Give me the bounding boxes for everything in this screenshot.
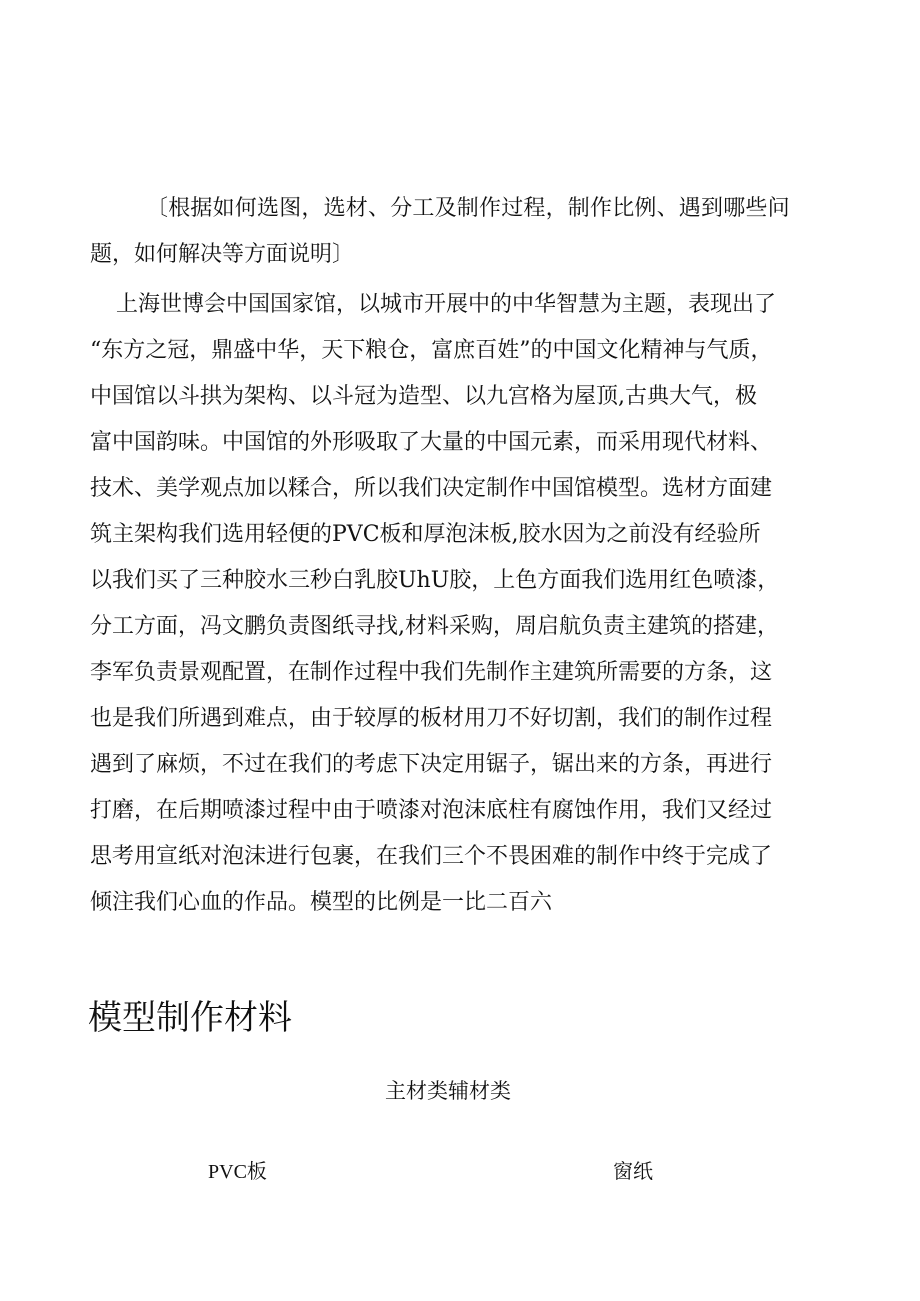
body-line: 中国馆以斗拱为架构、以斗冠为造型、以九宫格为屋顶,古典大气，极 bbox=[90, 384, 757, 409]
intro-note bbox=[90, 186, 820, 278]
body-line: 思考用宣纸对泡沫进行包裹，在我们三个不畏困难的制作中终于完成了 bbox=[90, 844, 773, 869]
body-paragraph bbox=[90, 282, 830, 926]
body-line: 分工方面，冯文鹏负责图纸寻找,材料采购，周启航负责主建筑的搭建， bbox=[90, 614, 779, 639]
section-heading: 模型制作材料 bbox=[88, 998, 292, 1038]
main-material-item: PVC板 bbox=[208, 1161, 267, 1183]
body-line: 打磨，在后期喷漆过程中由于喷漆对泡沫底柱有腐蚀作用，我们又经过 bbox=[90, 798, 773, 823]
body-line: 以我们买了三种胶水三秒白乳胶UhU胶，上色方面我们选用红色喷漆， bbox=[90, 568, 780, 593]
intro-line-2: 题，如何解决等方面说明〕 bbox=[90, 242, 355, 267]
body-line: 富中国韵味。中国馆的外形吸取了大量的中国元素，而采用现代材料、 bbox=[90, 430, 773, 455]
body-line: 李军负责景观配置，在制作过程中我们先制作主建筑所需要的方条，这 bbox=[90, 660, 773, 685]
body-line: 遇到了麻烦，不过在我们的考虑下决定用锯子，锯出来的方条，再进行 bbox=[90, 752, 773, 777]
intro-line-1: 〔根据如何选图，选材、分工及制作过程，制作比例、遇到哪些问 bbox=[146, 196, 790, 221]
aux-material-item: 窗纸 bbox=[613, 1159, 653, 1183]
body-line: “东方之冠，鼎盛中华，天下粮仓，富庶百姓”的中国文化精神与气质， bbox=[90, 338, 773, 363]
body-line: 也是我们所遇到难点，由于较厚的板材用刀不好切割，我们的制作过程 bbox=[90, 706, 773, 731]
body-line: 技术、美学观点加以糅合，所以我们决定制作中国馆模型。选材方面建 bbox=[90, 476, 773, 501]
body-line: 倾注我们心血的作品。模型的比例是一比二百六 bbox=[90, 890, 553, 915]
body-line: 筑主架构我们选用轻便的PVC板和厚泡沫板,胶水因为之前没有经验所 bbox=[90, 522, 761, 547]
body-line: 上海世博会中国国家馆，以城市开展中的中华智慧为主题，表现出了 bbox=[116, 292, 777, 317]
materials-table-header: 主材类辅材类 bbox=[385, 1079, 511, 1103]
